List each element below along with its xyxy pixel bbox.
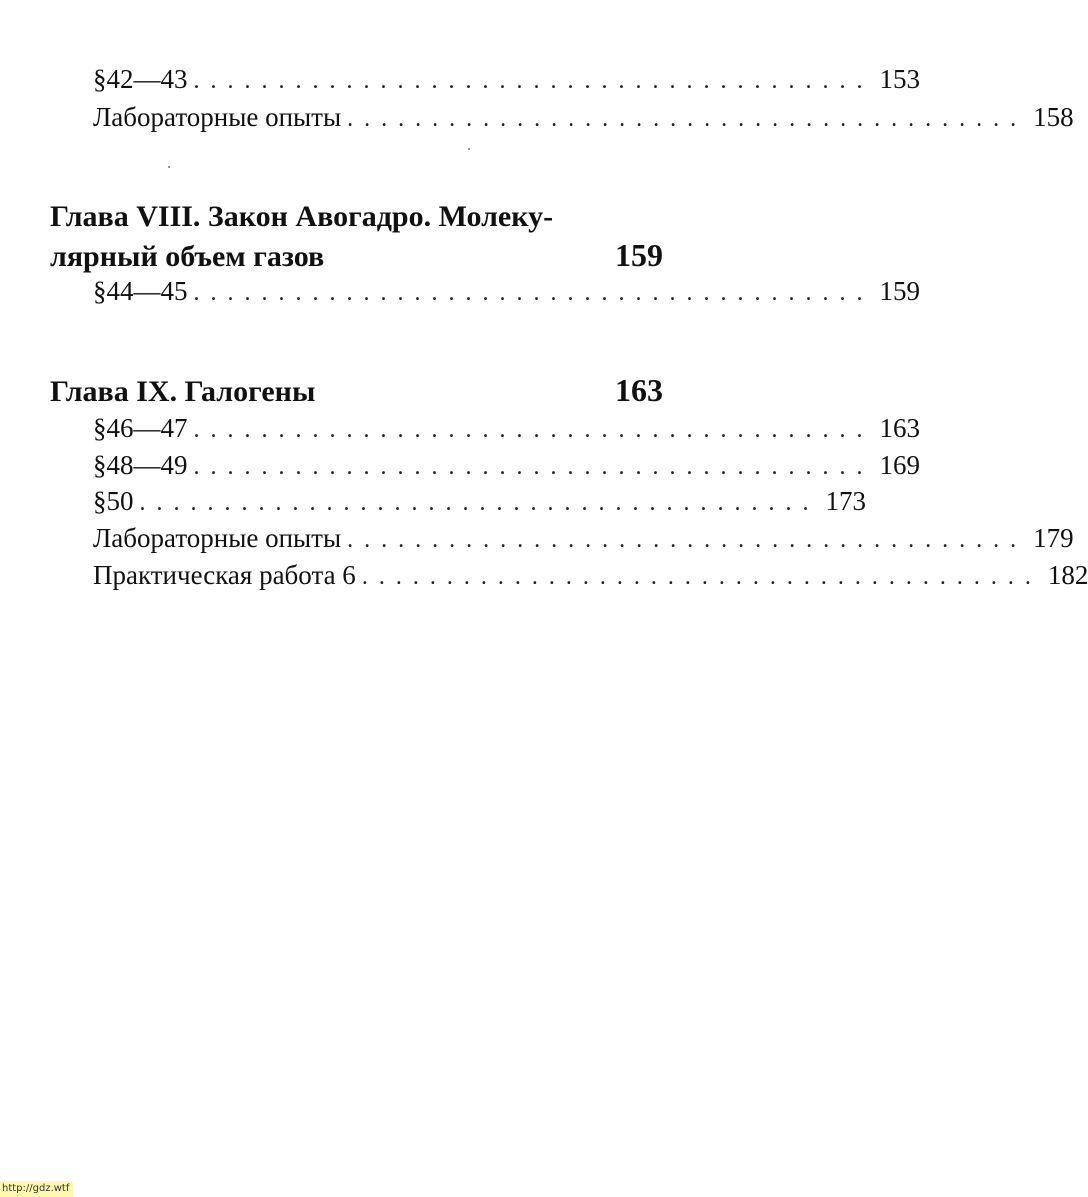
toc-entry-page: 153 xyxy=(879,64,920,94)
scan-speck xyxy=(168,166,170,168)
toc-entry-page: 182 xyxy=(1047,560,1088,590)
dot-leader: ........................................ xyxy=(361,564,1042,590)
toc-entry-page: 173 xyxy=(825,486,866,516)
toc-entry-label: §44—45 xyxy=(93,276,188,306)
toc-entry-page: 163 xyxy=(879,413,920,443)
dot-leader: ........................................ xyxy=(193,454,874,480)
toc-entry-label: §42—43 xyxy=(93,64,188,94)
toc-entry xyxy=(93,274,920,308)
toc-entry-label: Лабораторные опыты xyxy=(93,102,342,132)
toc-entry xyxy=(93,484,866,518)
toc-entry xyxy=(93,521,1074,555)
chapter-title-line2: лярный объем газов xyxy=(50,240,325,273)
toc-entry xyxy=(93,448,920,482)
dot-leader: ........................................ xyxy=(139,490,820,516)
toc-entry-page: 158 xyxy=(1033,102,1074,132)
toc-entry xyxy=(93,558,1088,592)
toc-entry-label: §46—47 xyxy=(93,413,188,443)
dot-leader: ........................................ xyxy=(347,527,1028,553)
toc-entry-label: §50 xyxy=(93,486,134,516)
dot-leader: ........................................ xyxy=(347,106,1028,132)
dot-leader: ........................................ xyxy=(193,417,874,443)
toc-entry xyxy=(93,100,1074,134)
toc-entry xyxy=(93,411,920,445)
toc-entry-page: 169 xyxy=(879,450,920,480)
chapter-title-line1: Глава VIII. Закон Авогадро. Молеку- xyxy=(50,200,554,233)
watermark-link[interactable]: http://gdz.wtf xyxy=(0,1181,73,1197)
dot-leader: ........................................ xyxy=(193,68,874,94)
toc-entry-page: 159 xyxy=(879,276,920,306)
toc-entry-label: §48—49 xyxy=(93,450,188,480)
toc-entry-page: 179 xyxy=(1033,523,1074,553)
dot-leader: ........................................ xyxy=(193,280,874,306)
chapter-heading-ix xyxy=(50,371,663,409)
toc-entry-label: Практическая работа 6 xyxy=(93,560,356,590)
scan-speck xyxy=(468,148,470,150)
chapter-heading-viii xyxy=(50,198,663,274)
chapter-page: 159 xyxy=(615,237,663,273)
toc-entry-label: Лабораторные опыты xyxy=(93,523,342,553)
chapter-title: Глава IX. Галогены xyxy=(50,375,316,408)
chapter-page: 163 xyxy=(615,372,663,408)
toc-entry xyxy=(93,62,920,96)
